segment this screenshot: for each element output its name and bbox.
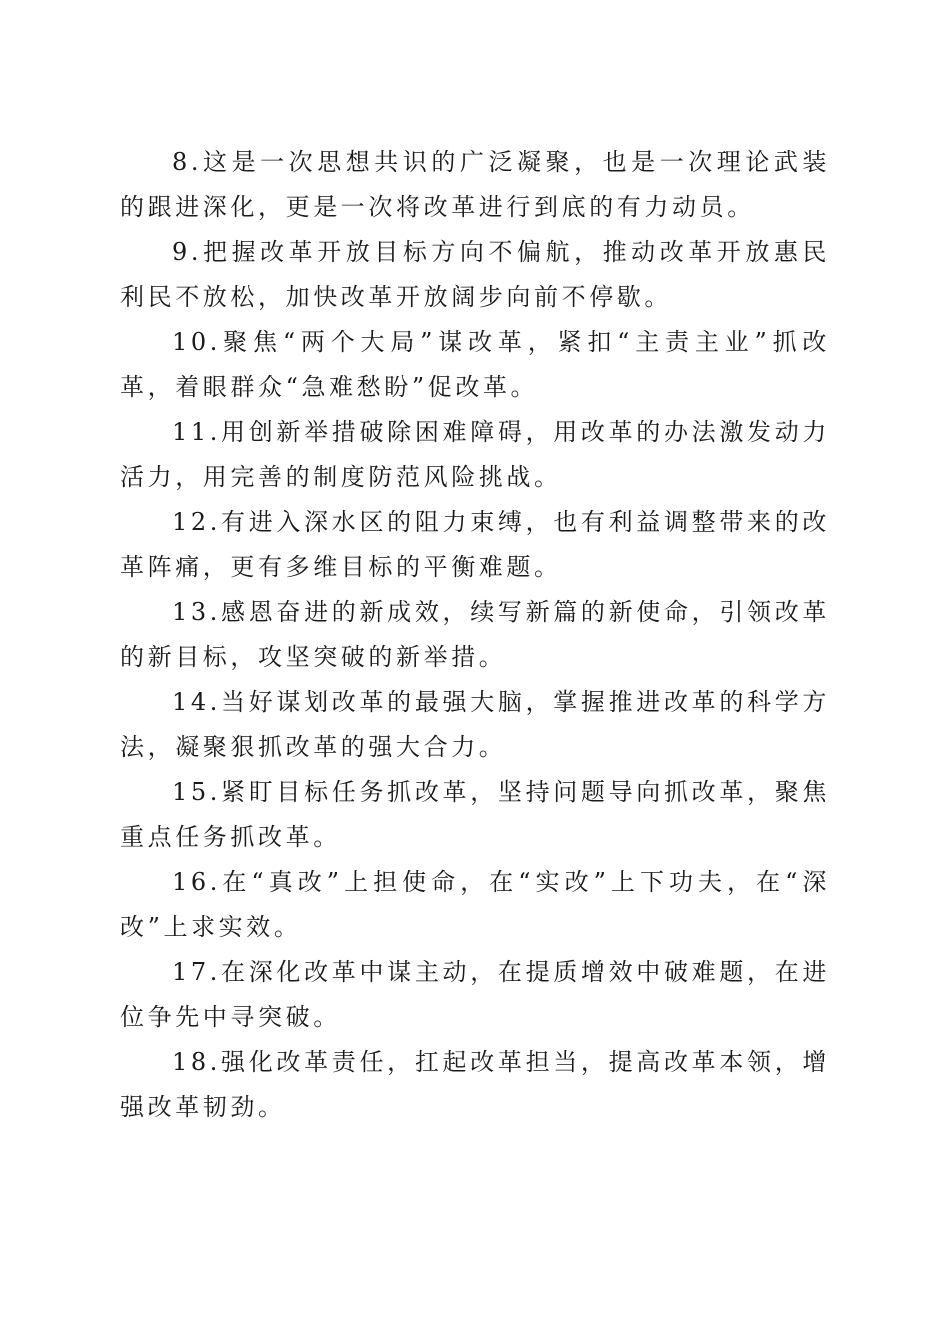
- paragraph-16: 16.在“真改”上担使命，在“实改”上下功夫，在“深改”上求实效。: [120, 868, 830, 941]
- paragraph-18: 18.强化改革责任，扛起改革担当，提高改革本领，增强改革韧劲。: [120, 1048, 830, 1121]
- paragraph-10: 10.聚焦“两个大局”谋改革，紧扣“主责主业”抓改革，着眼群众“急难愁盼”促改革。: [120, 328, 830, 401]
- paragraph-8: 8.这是一次思想共识的广泛凝聚，也是一次理论武装的跟进深化，更是一次将改革进行到底的有力动员。: [120, 148, 830, 221]
- paragraph-17: 17.在深化改革中谋主动，在提质增效中破难题，在进位争先中寻突破。: [120, 958, 830, 1031]
- paragraph-14: 14.当好谋划改革的最强大脑，掌握推进改革的科学方法，凝聚狠抓改革的强大合力。: [120, 688, 830, 761]
- paragraph-9: 9.把握改革开放目标方向不偏航，推动改革开放惠民利民不放松，加快改革开放阔步向前不停歇。: [120, 238, 830, 311]
- document-body: [120, 140, 830, 1130]
- paragraph-15: 15.紧盯目标任务抓改革，坚持问题导向抓改革，聚焦重点任务抓改革。: [120, 778, 830, 851]
- paragraph-13: 13.感恩奋进的新成效，续写新篇的新使命，引领改革的新目标，攻坚突破的新举措。: [120, 598, 830, 671]
- paragraph-11: 11.用创新举措破除困难障碍，用改革的办法激发动力活力，用完善的制度防范风险挑战。: [120, 418, 830, 491]
- paragraph-12: 12.有进入深水区的阻力束缚，也有利益调整带来的改革阵痛，更有多维目标的平衡难题。: [120, 508, 830, 581]
